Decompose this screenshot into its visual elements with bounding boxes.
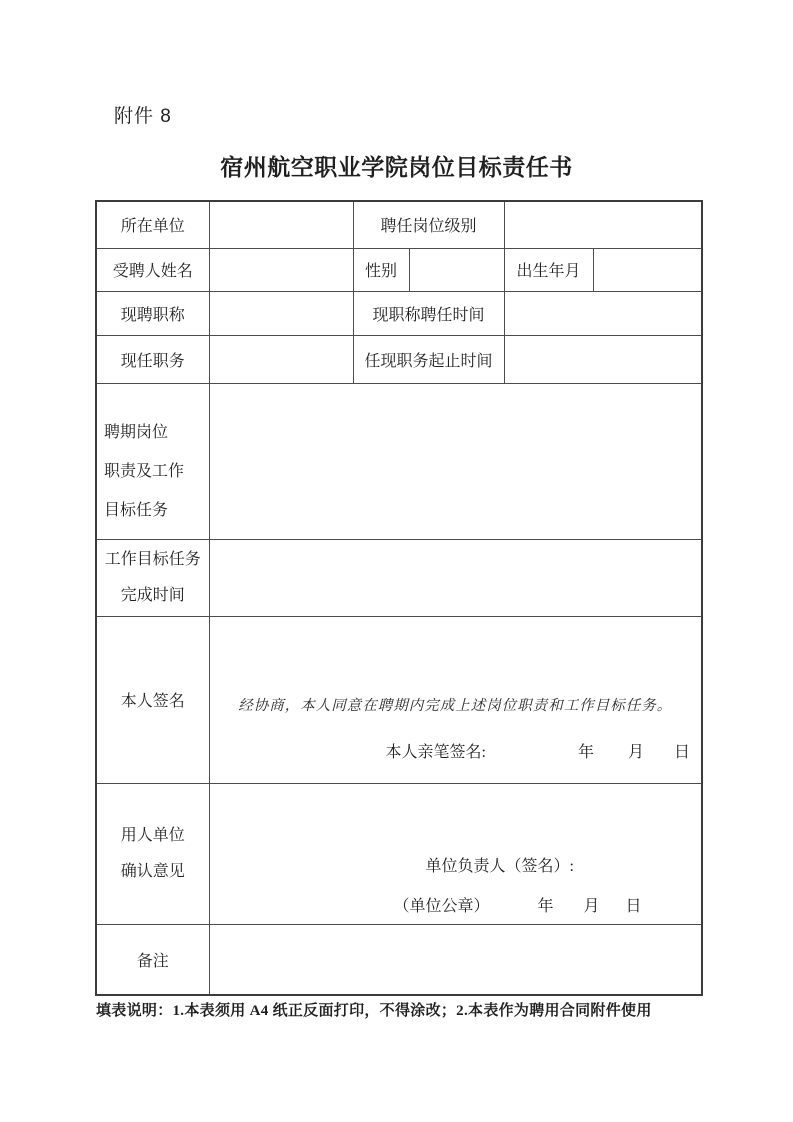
- name-value-cell: [209, 248, 353, 291]
- position-period-value-cell: [504, 335, 702, 383]
- employer-day-label: 日: [625, 898, 642, 915]
- signature-label: 本人签名: [96, 616, 209, 783]
- table-row: [96, 383, 702, 539]
- signature-year-label: 年: [577, 743, 594, 761]
- duties-label-line2: 职责及工作: [104, 462, 185, 480]
- duties-label-line1: 聘期岗位: [104, 423, 169, 441]
- table-row: [96, 924, 702, 995]
- employer-sign-line: 单位负责人（签名）:: [425, 858, 574, 875]
- table-row: [96, 291, 702, 335]
- title-label: 现聘职称: [96, 291, 209, 335]
- duties-label-line3: 目标任务: [104, 501, 169, 519]
- responsibility-form-table: [95, 200, 703, 996]
- deadline-value-cell: [209, 539, 702, 616]
- unit-label: 所在单位: [96, 201, 209, 248]
- employer-month-label: 月: [583, 898, 600, 915]
- employer-year-label: 年: [537, 898, 554, 915]
- table-row: [96, 248, 702, 291]
- page-title: 宿州航空职业学院岗位目标责任书: [220, 155, 573, 180]
- signature-month-label: 月: [627, 743, 644, 761]
- deadline-label: [96, 539, 209, 616]
- signature-line: [210, 739, 702, 762]
- remarks-label: 备注: [96, 924, 209, 995]
- birth-value-cell: [593, 248, 702, 291]
- position-period-label: 任现职务起止时间: [353, 335, 504, 383]
- position-label: 现任职务: [96, 335, 209, 383]
- signature-content-cell: [209, 616, 702, 783]
- signature-day-label: 日: [673, 743, 690, 761]
- duties-value-cell: [209, 383, 702, 539]
- remarks-value-cell: [209, 924, 702, 995]
- title-time-label: 现职称聘任时间: [353, 291, 504, 335]
- duties-label: [96, 383, 209, 539]
- signature-line-prefix: 本人亲笔签名:: [385, 743, 486, 761]
- name-label: 受聘人姓名: [96, 248, 209, 291]
- employer-seal-label: （单位公章）: [393, 898, 490, 915]
- position-value-cell: [209, 335, 353, 383]
- gender-label: 性别: [353, 248, 409, 291]
- form-instructions: 填表说明：1.本表须用 A4 纸正反面打印，不得涂改；2.本表作为聘用合同附件使用: [96, 1003, 652, 1019]
- table-row: [96, 539, 702, 616]
- employer-label: [96, 783, 209, 924]
- post-level-label: 聘任岗位级别: [353, 201, 504, 248]
- deadline-label-line2: 完成时间: [120, 586, 185, 604]
- deadline-label-line1: 工作目标任务: [104, 550, 201, 568]
- table-row: [96, 783, 702, 924]
- title-value-cell: [209, 291, 353, 335]
- title-time-value-cell: [504, 291, 702, 335]
- gender-value-cell: [409, 248, 504, 291]
- post-level-value-cell: [504, 201, 702, 248]
- birth-label: 出生年月: [504, 248, 593, 291]
- attachment-label: 附件 8: [114, 106, 172, 127]
- employer-content-cell: [209, 783, 702, 924]
- table-row: [96, 616, 702, 783]
- table-row: [96, 201, 702, 248]
- signature-statement: 经协商，本人同意在聘期内完成上述岗位职责和工作目标任务。: [238, 697, 673, 714]
- employer-label-line1: 用人单位: [120, 826, 185, 844]
- employer-seal-line: [210, 893, 702, 916]
- table-row: [96, 335, 702, 383]
- employer-label-line2: 确认意见: [120, 862, 185, 880]
- unit-value-cell: [209, 201, 353, 248]
